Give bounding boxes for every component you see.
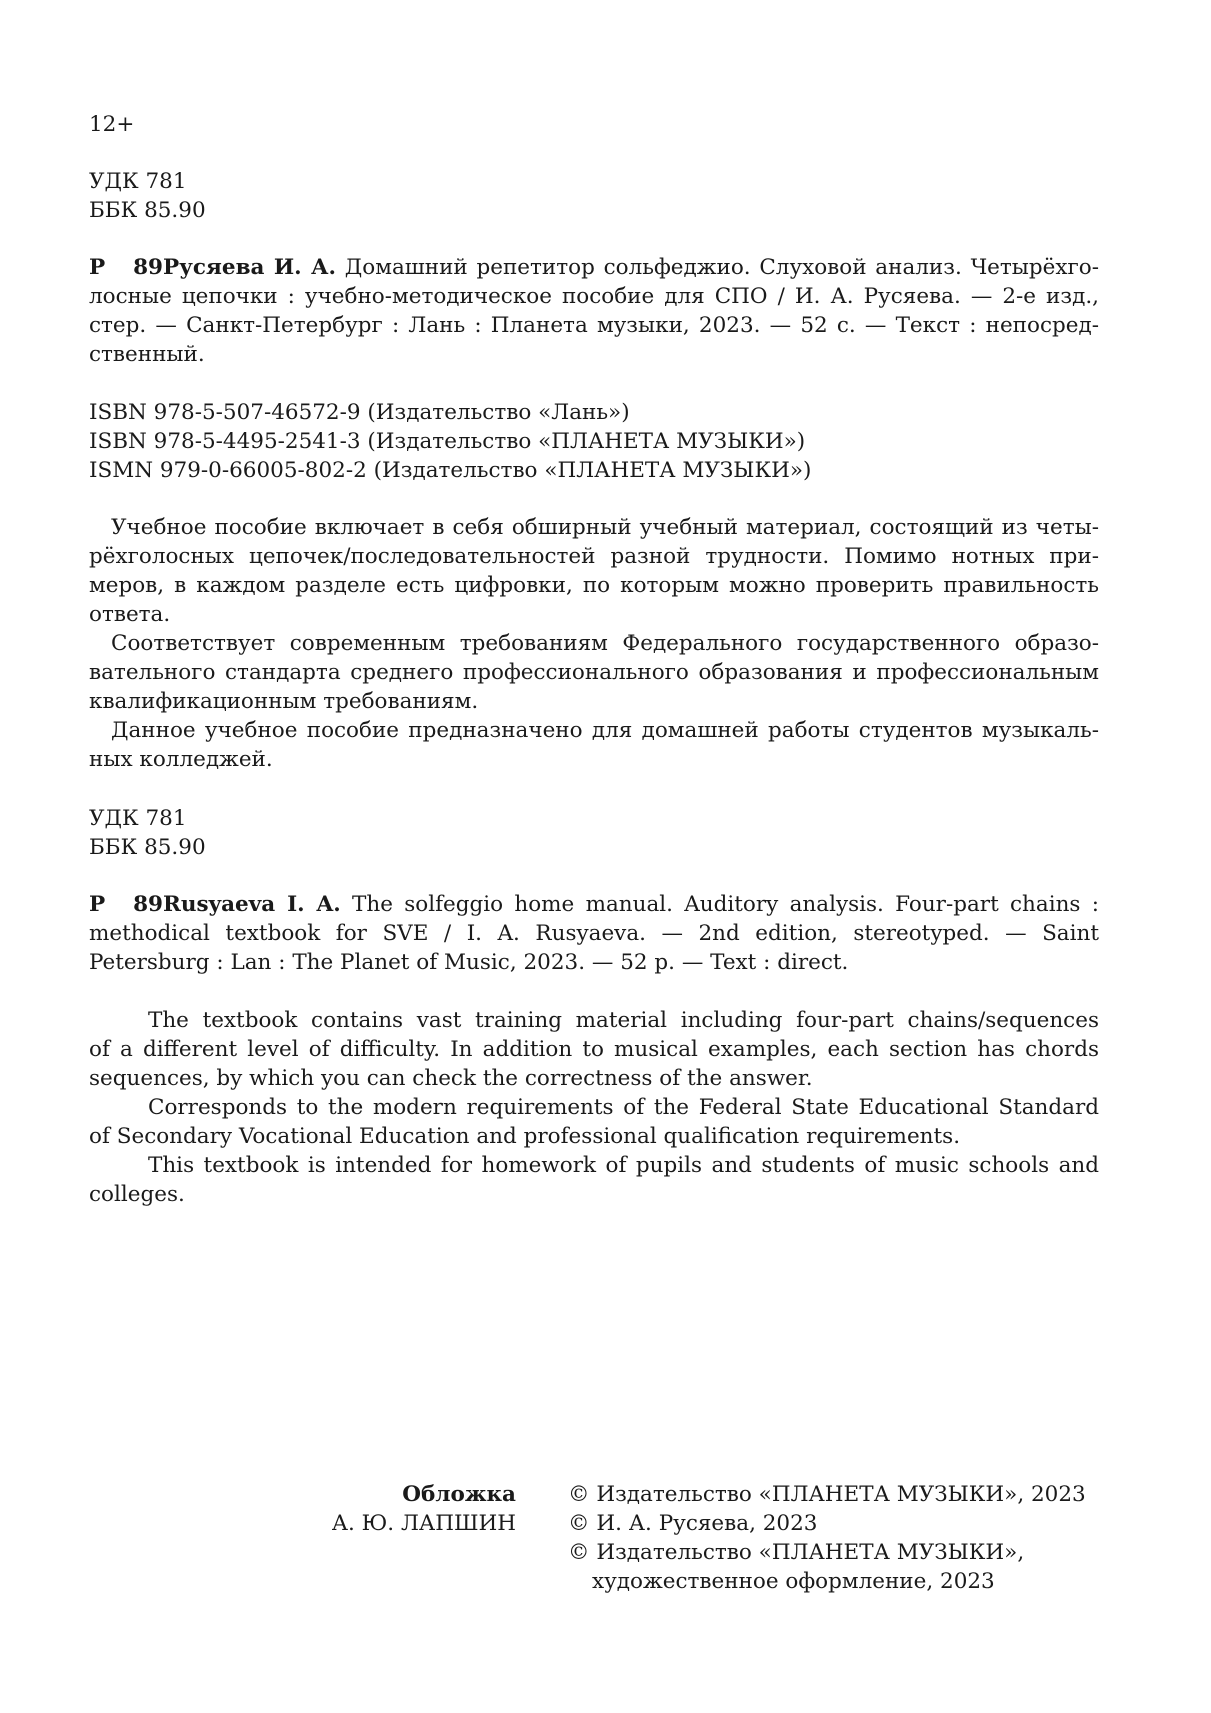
udk-code: УДК 781 — [89, 169, 187, 194]
bib-ru-line-1 — [89, 253, 1099, 282]
annotation-ru-p2-line: Соответствует современным требованиям Федерального государственного образо- — [111, 631, 1099, 656]
annotation-en-p1-line: sequences, by which you can check the correctness of the answer. — [89, 1066, 813, 1091]
author-mark: P 89 — [89, 892, 163, 917]
classification-bottom — [89, 804, 1099, 862]
isbn-list — [89, 398, 1099, 485]
author-name: Rusyaeva I. A. — [163, 892, 341, 917]
annotation-en-p3-line: This textbook is intended for homework of pupils and students of music schools and — [148, 1153, 1099, 1178]
annotation-ru — [89, 513, 1099, 774]
annotation-ru-p3-line: ных колледжей. — [89, 747, 273, 772]
bibliographic-record-en — [89, 890, 1099, 977]
copyright-author: © И. А. Русяева, 2023 — [568, 1511, 818, 1536]
author-name: Русяева И. А. — [163, 255, 337, 280]
bib-ru-line-3: стер. — Санкт-Петербург : Лань : Планета музыки, 2023. — 52 с. — Текст : непосред- — [89, 313, 1099, 338]
bib-ru-line-4: ственный. — [89, 342, 205, 367]
annotation-ru-p1-line: Учебное пособие включает в себя обширный учебный материал, состоящий из четы- — [111, 515, 1099, 540]
annotation-ru-p1-line: меров, в каждом разделе есть цифровки, по которым можно проверить правильность — [89, 573, 1099, 598]
copyright-publisher: © Издательство «ПЛАНЕТА МУЗЫКИ», 2023 — [568, 1482, 1086, 1507]
bib-en-line-1 — [89, 890, 1099, 919]
copyright-design: © Издательство «ПЛАНЕТА МУЗЫКИ», — [568, 1540, 1025, 1565]
annotation-en — [89, 1006, 1099, 1209]
bibliographic-record-ru — [89, 253, 1099, 369]
bbk-code: ББК 85.90 — [89, 835, 206, 860]
cover-credit — [300, 1480, 516, 1538]
cover-label-text: Обложка — [402, 1482, 516, 1507]
annotation-en-p2-line: of Secondary Vocational Education and professional qualification requirements. — [89, 1124, 961, 1149]
cover-label — [300, 1480, 516, 1509]
annotation-ru-p3-line: Данное учебное пособие предназначено для домашней работы студентов музыкаль- — [111, 718, 1099, 743]
bib-en-title: The solfeggio home manual. Auditory analysis. Four-part chains : — [352, 892, 1099, 917]
bbk-code: ББК 85.90 — [89, 198, 206, 223]
annotation-en-p3-line: colleges. — [89, 1182, 185, 1207]
bib-en-line-3: Petersburg : Lan : The Planet of Music, 2023. — 52 p. — Text : direct. — [89, 950, 849, 975]
age-rating — [89, 110, 1099, 139]
annotation-ru-p2-line: вательного стандарта среднего профессионального образования и профессиональным — [89, 660, 1099, 685]
annotation-ru-p1-line: ответа. — [89, 602, 171, 627]
annotation-ru-p2-line: квалификационным требованиям. — [89, 689, 479, 714]
bib-ru-title: Домашний репетитор сольфеджио. Слуховой анализ. Четырёхго- — [344, 255, 1099, 280]
annotation-en-p2-line: Corresponds to the modern requirements of the Federal State Educational Standard — [148, 1095, 1099, 1120]
ismn-planeta: ISMN 979-0-66005-802-2 (Издательство «ПЛАНЕТА МУЗЫКИ») — [89, 458, 812, 483]
annotation-en-p1-line: of a different level of difficulty. In addition to musical examples, each section has chords — [89, 1037, 1099, 1062]
annotation-en-p1-line: The textbook contains vast training material including four-part chains/sequences — [148, 1008, 1099, 1033]
classification-top — [89, 167, 1099, 225]
isbn-planeta: ISBN 978-5-4495-2541-3 (Издательство «ПЛАНЕТА МУЗЫКИ») — [89, 429, 806, 454]
cover-artist: А. Ю. ЛАПШИН — [331, 1511, 516, 1536]
bib-en-line-2: methodical textbook for SVE / I. A. Rusyaeva. — 2nd edition, stereotyped. — Saint — [89, 921, 1099, 946]
age-rating-text: 12+ — [89, 112, 135, 137]
author-mark: Р 89 — [89, 255, 163, 280]
isbn-lan: ISBN 978-5-507-46572-9 (Издательство «Лань») — [89, 400, 630, 425]
bib-ru-line-2: лосные цепочки : учебно-методическое пособие для СПО / И. А. Русяева. — 2-е изд., — [89, 284, 1099, 309]
copyright-block — [568, 1480, 1128, 1596]
udk-code: УДК 781 — [89, 806, 187, 831]
copyright-design-cont: художественное оформление, 2023 — [592, 1569, 995, 1594]
annotation-ru-p1-line: рёхголосных цепочек/последовательностей разной трудности. Помимо нотных при- — [89, 544, 1099, 569]
